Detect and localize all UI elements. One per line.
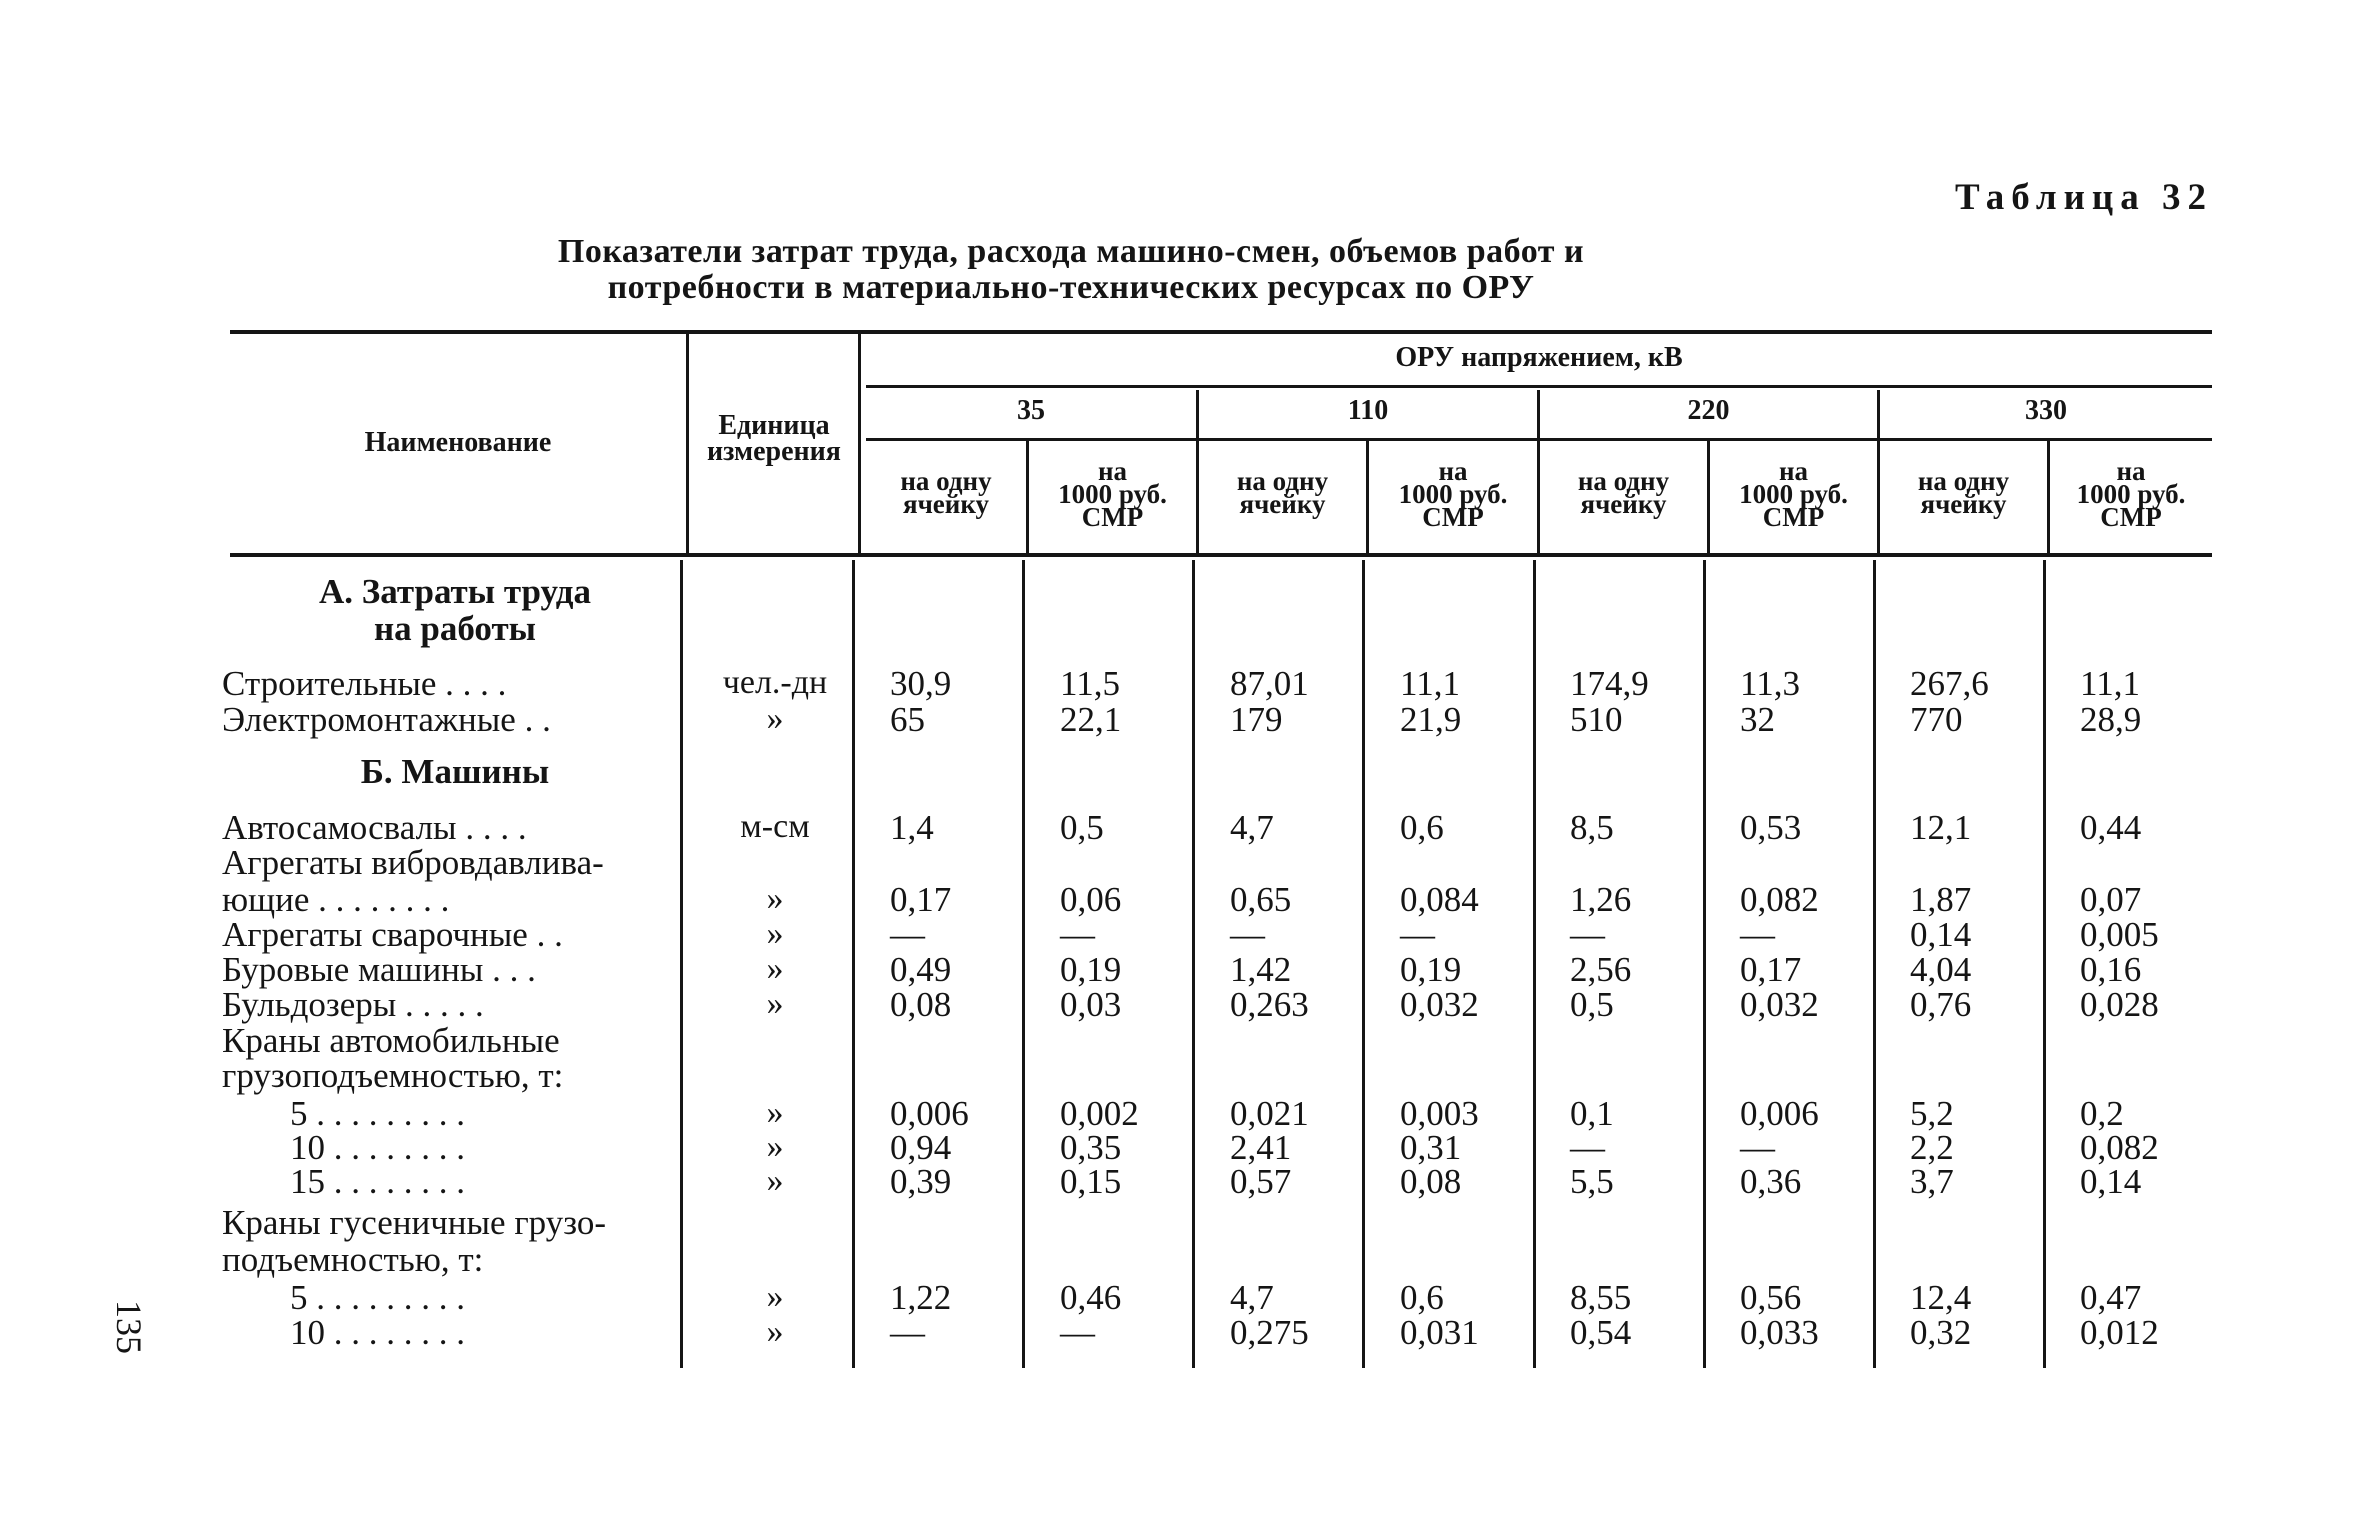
section-b-heading: Б. Машины — [360, 752, 550, 791]
header-voltage: ОРУ напряжением, кВ — [1395, 342, 1683, 373]
row-unit: » — [766, 1162, 784, 1199]
row-value-cell: 0,17 — [890, 880, 952, 919]
header-voltage-110: 110 — [1347, 395, 1389, 426]
subheader-per-cell — [1199, 466, 1366, 519]
row-value-cell: 1,22 — [890, 1278, 952, 1317]
row-value-cell: 1,87 — [1910, 880, 1972, 919]
row-name: Электромонтажные . . — [222, 700, 551, 739]
row-value-cell: 0,5 — [1570, 985, 1614, 1024]
row-name: ющие . . . . . . . . — [222, 880, 450, 919]
row-value-cell: 174,9 — [1570, 664, 1649, 703]
voltage-header-rule — [866, 385, 2212, 388]
row-value-cell: — — [1570, 915, 1605, 954]
row-value-cell: 0,006 — [890, 1094, 969, 1133]
row-value-cell: 0,084 — [1400, 880, 1479, 919]
section-a-heading-line-2: на работы — [374, 609, 536, 648]
row-value-cell: 0,19 — [1060, 950, 1122, 989]
row-value-cell: 0,031 — [1400, 1313, 1479, 1352]
row-value-cell: 0,5 — [1060, 808, 1104, 847]
row-name: Краны гусеничные грузо- — [222, 1203, 606, 1242]
row-value-cell: 0,35 — [1060, 1128, 1122, 1167]
row-value-cell: 0,028 — [2080, 985, 2159, 1024]
row-name: 15 . . . . . . . . — [290, 1162, 465, 1201]
row-value-cell: 0,005 — [2080, 915, 2159, 954]
row-unit: » — [766, 700, 784, 737]
row-value-cell: 21,9 — [1400, 700, 1462, 739]
header-unit-line-2: измерения — [707, 436, 841, 467]
row-value-cell: 267,6 — [1910, 664, 1989, 703]
row-unit: » — [766, 1313, 784, 1350]
row-value-cell: 8,55 — [1570, 1278, 1632, 1317]
row-value-cell: 0,56 — [1740, 1278, 1802, 1317]
row-value-cell: 12,1 — [1910, 808, 1972, 847]
subheader-per-1000-line-1: на — [1778, 456, 1809, 486]
row-name: Автосамосвалы . . . . — [222, 808, 527, 847]
row-value-cell: 0,082 — [1740, 880, 1819, 919]
subheader-per-1000 — [1029, 456, 1196, 532]
row-value-cell: 0,07 — [2080, 880, 2142, 919]
row-unit: м-см — [740, 808, 810, 845]
row-value-cell: 0,39 — [890, 1162, 952, 1201]
row-value-cell: 32 — [1740, 700, 1775, 739]
row-value-cell: 0,16 — [2080, 950, 2142, 989]
row-unit: » — [766, 1128, 784, 1165]
row-name: 10 . . . . . . . . — [290, 1128, 465, 1167]
row-value-cell: 0,032 — [1740, 985, 1819, 1024]
row-value-cell: 0,003 — [1400, 1094, 1479, 1133]
row-value-cell: — — [890, 915, 925, 954]
row-value-cell: 11,3 — [1740, 664, 1800, 703]
row-value-cell: 0,6 — [1400, 808, 1444, 847]
row-value-cell: 0,46 — [1060, 1278, 1122, 1317]
row-value-cell: 0,012 — [2080, 1313, 2159, 1352]
row-value-cell: 0,76 — [1910, 985, 1972, 1024]
table-title-line-2: потребности в материально-технических ресурсах по ОРУ — [607, 269, 1535, 306]
header-voltage-330: 330 — [2025, 395, 2067, 426]
subheader-per-1000-line-3: СМР — [1081, 502, 1144, 532]
subheader-per-1000-line-2: 1000 руб. — [1739, 479, 1848, 509]
row-value-cell: 3,7 — [1910, 1162, 1954, 1201]
row-name: Краны автомобильные — [222, 1021, 560, 1060]
subheader-per-1000-line-3: СМР — [2100, 502, 2162, 532]
header-bottom-rule — [230, 553, 2212, 557]
row-value-cell: 11,5 — [1060, 664, 1120, 703]
row-value-cell: 11,1 — [1400, 664, 1460, 703]
row-unit: » — [766, 915, 784, 952]
row-value-cell: 0,31 — [1400, 1128, 1462, 1167]
row-value-cell: 0,2 — [2080, 1094, 2124, 1133]
subheader-per-cell-line-1: на одну — [900, 466, 992, 496]
row-value-cell: 0,44 — [2080, 808, 2142, 847]
row-value-cell: 0,06 — [1060, 880, 1122, 919]
row-value-cell: 0,54 — [1570, 1313, 1632, 1352]
row-name: 5 . . . . . . . . . — [290, 1094, 465, 1133]
row-value-cell: 2,56 — [1570, 950, 1632, 989]
row-value-cell: 2,41 — [1230, 1128, 1292, 1167]
subheader-per-cell-line-2: ячейку — [1580, 489, 1667, 519]
row-value-cell: 4,7 — [1230, 808, 1274, 847]
subheader-per-cell — [866, 466, 1026, 519]
row-value-cell: 0,6 — [1400, 1278, 1444, 1317]
row-value-cell: 1,42 — [1230, 950, 1292, 989]
row-value-cell: 0,19 — [1400, 950, 1462, 989]
row-unit: чел.-дн — [722, 664, 828, 701]
row-value-cell: 770 — [1910, 700, 1963, 739]
subheader-per-cell — [1540, 466, 1707, 519]
row-value-cell: 1,4 — [890, 808, 934, 847]
row-value-cell: 0,082 — [2080, 1128, 2159, 1167]
row-value-cell: 5,5 — [1570, 1162, 1614, 1201]
row-value-cell: 0,32 — [1910, 1313, 1972, 1352]
subheader-per-1000 — [2050, 456, 2212, 532]
row-value-cell: 0,002 — [1060, 1094, 1139, 1133]
subheader-per-1000-line-2: 1000 руб. — [1398, 479, 1508, 509]
row-value-cell: — — [1740, 1128, 1775, 1167]
row-value-cell: 87,01 — [1230, 664, 1309, 703]
row-value-cell: 0,57 — [1230, 1162, 1292, 1201]
subheader-per-1000-line-1: на — [1097, 456, 1128, 486]
row-name: Бульдозеры . . . . . — [222, 985, 484, 1024]
row-value-cell: 4,04 — [1910, 950, 1972, 989]
row-name: Буровые машины . . . — [222, 950, 536, 989]
row-unit: » — [766, 1278, 784, 1315]
row-name: грузоподъемностью, т: — [222, 1056, 564, 1095]
row-unit: » — [766, 880, 784, 917]
table-number-label: Таблица 32 — [1955, 177, 2213, 218]
header-voltage-220: 220 — [1687, 395, 1730, 426]
column-divider — [680, 560, 683, 1368]
subheader-per-1000-line-3: СМР — [1422, 502, 1484, 532]
row-value-cell: — — [1060, 1313, 1095, 1352]
row-value-cell: 30,9 — [890, 664, 952, 703]
subheader-per-1000 — [1710, 456, 1877, 532]
row-value-cell: — — [890, 1313, 925, 1352]
row-name: 10 . . . . . . . . — [290, 1313, 465, 1352]
column-divider — [686, 334, 689, 553]
row-name: Строительные . . . . — [222, 664, 507, 703]
column-divider — [852, 560, 855, 1368]
row-value-cell: 0,033 — [1740, 1313, 1819, 1352]
row-unit: » — [766, 1094, 784, 1131]
row-value-cell: 0,03 — [1060, 985, 1122, 1024]
row-name: Агрегаты сварочные . . — [222, 915, 563, 954]
row-value-cell: 0,65 — [1230, 880, 1292, 919]
row-unit: » — [766, 950, 784, 987]
row-value-cell: 0,15 — [1060, 1162, 1122, 1201]
row-value-cell: — — [1740, 915, 1775, 954]
row-name: 5 . . . . . . . . . — [290, 1278, 465, 1317]
subheader-per-cell-line-1: на одну — [1577, 466, 1670, 496]
row-value-cell: 0,17 — [1740, 950, 1802, 989]
row-value-cell: 0,14 — [2080, 1162, 2142, 1201]
subheader-per-1000-line-3: СМР — [1762, 502, 1825, 532]
row-value-cell: 0,94 — [890, 1128, 952, 1167]
row-value-cell: 0,021 — [1230, 1094, 1309, 1133]
subheader-per-1000-line-2: 1000 руб. — [2076, 479, 2186, 509]
row-value-cell: 22,1 — [1060, 700, 1122, 739]
header-name: Наименование — [364, 427, 552, 458]
row-value-cell: 5,2 — [1910, 1094, 1954, 1133]
table-title-line-1: Показатели затрат труда, расхода машино-смен, объемов работ и — [557, 233, 1585, 270]
row-value-cell: 0,08 — [890, 985, 952, 1024]
row-name: подъемностью, т: — [222, 1240, 484, 1279]
subheader-per-1000-line-1: на — [2116, 456, 2146, 486]
section-a-heading-line-1: А. Затраты труда — [319, 572, 591, 611]
row-value-cell: 179 — [1230, 700, 1283, 739]
row-value-cell: 2,2 — [1910, 1128, 1954, 1167]
row-value-cell: — — [1230, 915, 1265, 954]
row-value-cell: 510 — [1570, 700, 1623, 739]
row-value-cell: — — [1570, 1128, 1605, 1167]
row-value-cell: 0,53 — [1740, 808, 1802, 847]
page-number: 135 — [109, 1300, 149, 1354]
row-value-cell: 0,275 — [1230, 1313, 1309, 1352]
row-value-cell: 0,08 — [1400, 1162, 1462, 1201]
subheader-per-cell-line-2: ячейку — [902, 489, 990, 519]
row-value-cell: 0,032 — [1400, 985, 1479, 1024]
row-value-cell: 12,4 — [1910, 1278, 1972, 1317]
row-value-cell: 0,36 — [1740, 1162, 1802, 1201]
subheader-per-1000 — [1369, 456, 1537, 532]
row-value-cell: 11,1 — [2080, 664, 2140, 703]
column-divider — [858, 334, 861, 553]
subheader-per-1000-line-1: на — [1438, 456, 1468, 486]
subheader-per-cell-line-2: ячейку — [1920, 489, 2007, 519]
row-value-cell: — — [1400, 915, 1435, 954]
row-value-cell: 0,006 — [1740, 1094, 1819, 1133]
row-value-cell: 4,7 — [1230, 1278, 1274, 1317]
header-voltage-35: 35 — [1017, 395, 1045, 426]
subheader-per-1000-line-2: 1000 руб. — [1058, 479, 1167, 509]
header-unit-line-1: Единица — [718, 410, 830, 441]
subheader-per-cell — [1880, 466, 2047, 519]
row-value-cell: 0,263 — [1230, 985, 1309, 1024]
row-value-cell: 0,47 — [2080, 1278, 2142, 1317]
row-unit: » — [766, 985, 784, 1022]
row-value-cell: 65 — [890, 700, 925, 739]
row-value-cell: 0,14 — [1910, 915, 1972, 954]
row-value-cell: 0,1 — [1570, 1094, 1614, 1133]
row-value-cell: 28,9 — [2080, 700, 2142, 739]
row-value-cell: 8,5 — [1570, 808, 1614, 847]
table-top-rule — [230, 330, 2212, 334]
subheader-per-cell-line-1: на одну — [1236, 466, 1329, 496]
subheader-per-cell-line-1: на одну — [1917, 466, 2010, 496]
row-value-cell: 1,26 — [1570, 880, 1632, 919]
row-name: Агрегаты вибровдавлива- — [222, 843, 604, 882]
row-value-cell: — — [1060, 915, 1095, 954]
row-value-cell: 0,49 — [890, 950, 952, 989]
subheader-per-cell-line-2: ячейку — [1239, 489, 1326, 519]
